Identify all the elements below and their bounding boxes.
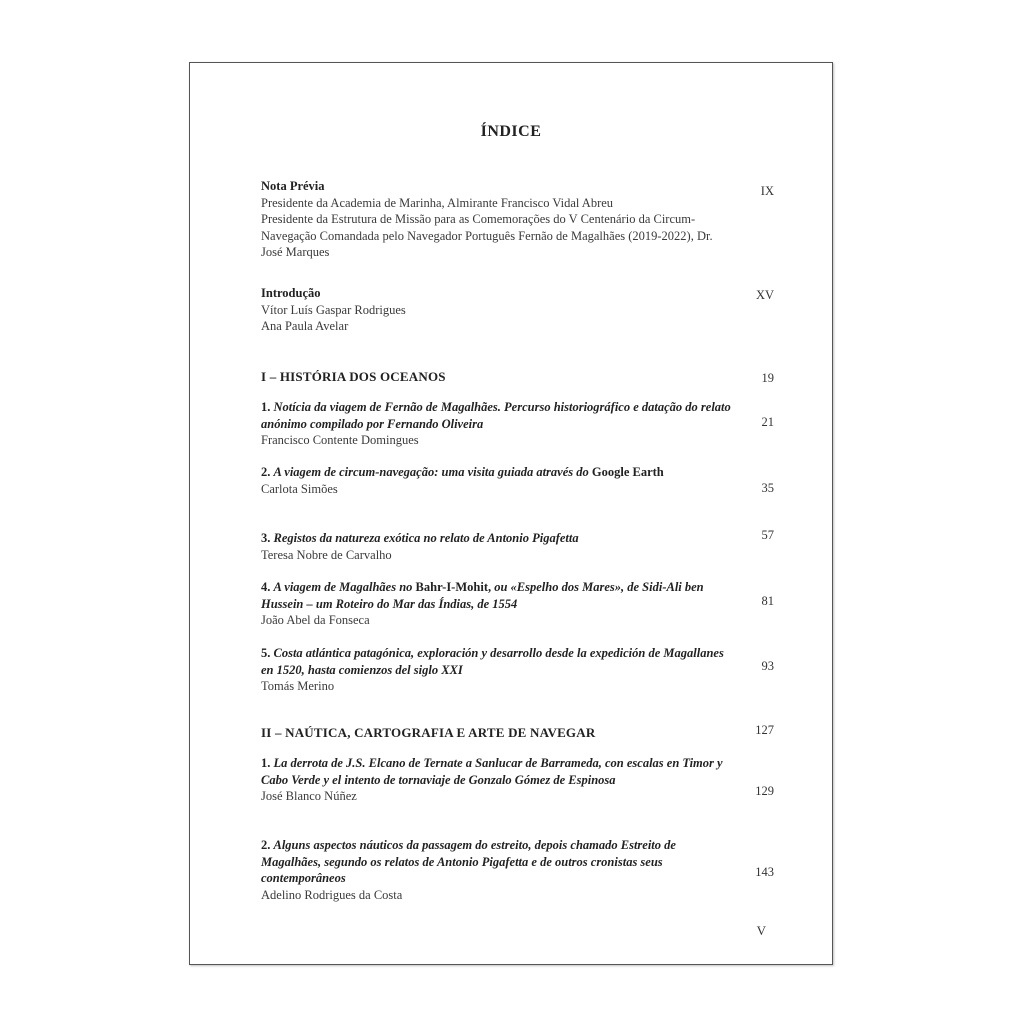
entry-title: A viagem de circum-navegação: uma visita guiada através do	[273, 465, 589, 479]
entry-page-number: 143	[755, 865, 774, 879]
entry-title-plain: Bahr-I-Mohit,	[415, 580, 492, 594]
entry-page-number: IX	[760, 184, 774, 198]
entry-page-number: XV	[755, 288, 774, 302]
entry-title-rest: ou «Espelho dos Mares», de Sidi-Ali ben Hussein – um Roteiro do Mar das Índias, de 1554	[261, 580, 704, 611]
entry-author: João Abel da Fonseca	[261, 613, 370, 627]
section-heading-1: I – HISTÓRIA DOS OCEANOS	[261, 369, 446, 384]
toc-entry: 5. Costa atlántica patagónica, exploración y desarrollo desde la expedición de Magallanes en 1520, hasta comienzos del siglo XXI Tomás Merino	[261, 645, 731, 695]
entry-page-number: 57	[761, 528, 774, 542]
entry-author: Tomás Merino	[261, 679, 335, 693]
entry-author: Francisco Contente Domingues	[261, 433, 419, 447]
entry-page-number: 93	[761, 659, 774, 673]
toc-entry-nota-previa	[261, 178, 731, 261]
entry-page-number: 35	[761, 481, 774, 495]
section-page-number: 127	[755, 723, 774, 737]
page-title: ÍNDICE	[480, 123, 542, 140]
entry-title: A viagem de Magalhães no	[273, 580, 413, 594]
entry-heading: Introdução	[261, 286, 321, 300]
footer-page-number: V	[756, 923, 766, 938]
toc-entry: 1. La derrota de J.S. Elcano de Ternate a Sanlucar de Barrameda, con escalas en Timor y Cabo Verde y el intento de tornaviaje de Gonzalo Gómez de Espinosa José Blanco Núñez	[261, 755, 731, 805]
toc-entry: 4. A viagem de Magalhães no Bahr-I-Mohit, ou «Espelho dos Mares», de Sidi-Ali ben Hussein – um Roteiro do Mar das Índias, de 1554 João Abel da Fonseca	[261, 579, 731, 629]
entry-author: Adelino Rodrigues da Costa	[261, 887, 403, 902]
entry-line: Presidente da Estrutura de Missão para as Comemorações do V Centenário da Circum-Navegação Comandada pelo Navegador Português Fernão de Magalhães (2019-2022), Dr. José Marques	[261, 212, 713, 259]
document-page	[189, 62, 833, 965]
entry-title: Registos da natureza exótica no relato de Antonio Pigafetta	[273, 531, 579, 545]
entry-title-plain: Google Earth	[591, 465, 664, 479]
entry-page-number: 81	[761, 594, 774, 608]
entry-title: Costa atlántica patagónica, exploración y desarrollo desde la expedición de Magallanes en 1520, hasta comienzos del siglo XXI	[261, 646, 724, 677]
entry-author: Ana Paula Avelar	[261, 319, 349, 333]
toc-entry: 2. A viagem de circum-navegação: uma visita guiada através do Google Earth Carlota Simões	[261, 464, 731, 497]
entry-title: Notícia da viagem de Fernão de Magalhães. Percurso historiográfico e datação do relato anónimo compilado por Fernando Oliveira	[261, 400, 731, 431]
entry-author: Carlota Simões	[261, 481, 338, 496]
toc-entry: 2. Alguns aspectos náuticos da passagem do estreito, depois chamado Estreito de Magalhães, segundo os relatos de Antonio Pigafetta e de outros cronistas seus contemporâneos Adelino Rodrigues da Costa	[261, 837, 731, 903]
entry-page-number: 21	[761, 415, 774, 429]
toc-entry: 3. Registos da natureza exótica no relato de Antonio Pigafetta Teresa Nobre de Carvalho	[261, 530, 731, 563]
entry-page-number: 129	[755, 784, 774, 798]
toc-entry-introducao	[261, 285, 731, 335]
entry-line: Presidente da Academia de Marinha, Almirante Francisco Vidal Abreu	[261, 195, 614, 210]
toc-entry: 1. Notícia da viagem de Fernão de Magalhães. Percurso historiográfico e datação do relato anónimo compilado por Fernando Oliveira Francisco Contente Domingues	[261, 400, 731, 447]
section-page-number: 19	[761, 371, 774, 385]
entry-author: José Blanco Núñez	[261, 789, 357, 803]
entry-title: La derrota de J.S. Elcano de Ternate a Sanlucar de Barrameda, con escalas en Timor y Cabo Verde y el intento de tornaviaje de Gonzalo Gómez de Espinosa	[261, 756, 723, 787]
entry-author: Teresa Nobre de Carvalho	[261, 547, 392, 562]
entry-author: Vítor Luís Gaspar Rodrigues	[261, 302, 406, 317]
section-heading-2: II – NAÚTICA, CARTOGRAFIA E ARTE DE NAVEGAR	[261, 725, 596, 740]
entry-title: Alguns aspectos náuticos da passagem do estreito, depois chamado Estreito de Magalhães, segundo os relatos de Antonio Pigafetta e de outros cronistas seus contemporâneos	[261, 838, 676, 885]
entry-heading: Nota Prévia	[261, 179, 325, 193]
